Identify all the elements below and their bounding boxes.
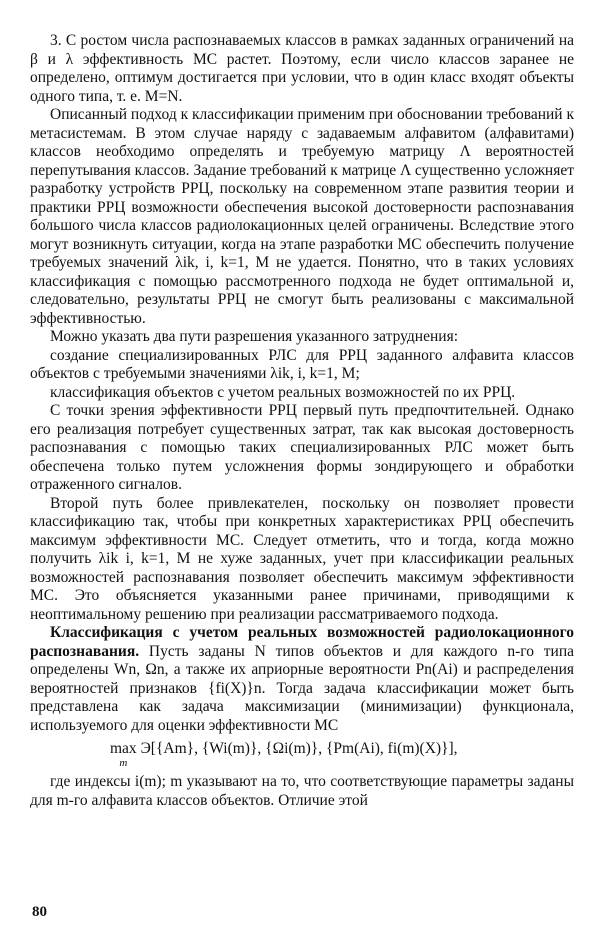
section-text: Пусть заданы N типов объектов и для каждого n-го типа определены Wn, Ωn, а также их априорные вероятности Pn(Ai) и распределения вероятностей признаков {fi(X)}n. Тогда задача классификации может быть представлена как задача максимизации (минимизации) функционала, используемого для оценки эффективности МС: [30, 642, 575, 734]
formula-operator: [110, 740, 137, 768]
paragraph-section: [30, 624, 574, 735]
section-heading: Классификация с учетом реальных возможностей радиолокационного распознавания.: [30, 624, 574, 660]
formula-expression: Э[{Am}, {Wi(m)}, {Ωi(m)}, {Pm(Ai), fi(m)(X)}],: [140, 740, 458, 757]
formula-max: max: [110, 740, 137, 757]
formula-subscript: m: [119, 757, 128, 769]
paragraph-two-ways: Можно указать два пути разрешения указанного затруднения:: [50, 328, 459, 345]
paragraph-first-way: С точки зрения эффективности РРЦ первый путь предпочтительней. Однако его реализация потребует существенных затрат, так как высокая достоверность распознавания с помощью таких специализированных РЛС может быть обеспечена только путем усложнения формы зондирующего и обработки отраженного сигналов.: [30, 402, 574, 493]
functional-formula: [30, 740, 574, 768]
paragraph-point-3: 3. С ростом числа распознаваемых классов в рамках заданных ограничений на β и λ эффективность МС растет. Поэтому, если число классов заранее не определено, оптимум достигается при условии, что в один класс входят объекты одного типа, т. е. M=N.: [30, 32, 574, 105]
paragraph-second-way: Второй путь более привлекателен, поскольку он позволяет провести классификацию так, чтобы при конкретных характеристиках РРЦ обеспечить максимум эффективности МС. Следует отметить, что и тогда, когда можно получить λik i, k=1, M не хуже заданных, учет при классификации реальных возможностей распознавания позволяет обеспечить максимум эффективности МС. Это объясняется указанными ранее причинами, приводящими к неоптимальному решению при реализации рассматриваемого подхода.: [30, 494, 574, 623]
paragraph-way-two: классификация объектов с учетом реальных возможностей по их РРЦ.: [50, 383, 516, 401]
paragraph-closing: где индексы i(m); m указывают на то, что соответствующие параметры заданы для m-го алфавита классов объектов. Отличие этой: [30, 773, 574, 809]
paragraph-approach: Описанный подход к классификации применим при обосновании требований к метасистемам. В этом случае наряду с задаваемым алфавитом (алфавитами) классов необходимо определять и требуемую матрицу Λ вероятностей перепутывания классов. Задание требований к матрице Λ существенно усложняет разработку устройств РРЦ, поскольку на современном этапе развития теории и практики РРЦ возможности обеспечения высокой достоверности распознавания большого числа классов радиолокационных целей ограничены. Вследствие этого могут возникнуть ситуации, когда на этапе разработки МС обеспечить получение требуемых значений λik, i, k=1, M не удается. Понятно, что в таких условиях классификация с помощью рассмотренного подхода не будет оптимальной и, следовательно, результаты РРЦ не смогут быть реализованы с максимальной эффективностью.: [30, 106, 574, 327]
page-number: 80: [32, 904, 47, 920]
paragraph-way-one: создание специализированных РЛС для РРЦ заданного алфавита классов объектов с требуемыми значениями λik, i, k=1, M;: [30, 346, 574, 382]
